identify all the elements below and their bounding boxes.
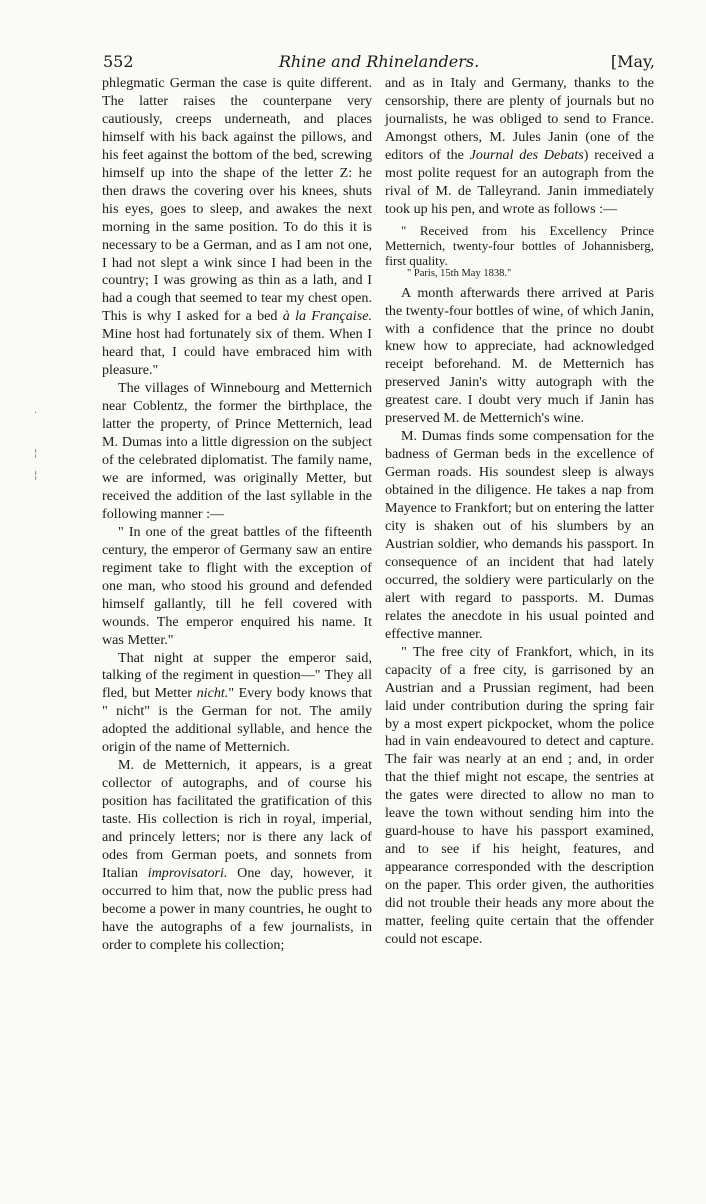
block-quote: " Received from his Excellency Prince Metternich, twenty-four bottles of Johannisberg, first quality. bbox=[385, 222, 654, 268]
paragraph bbox=[385, 75, 654, 219]
italic-text: Journal des Debats bbox=[469, 146, 584, 163]
quote-signature: " Paris, 15th May 1838." bbox=[407, 267, 512, 279]
paragraph bbox=[102, 757, 372, 954]
paragraph-text: and as in Italy and Germany, thanks to the censorship, there are plenty of journals but no journalists, he was obliged to send to France. Amongst others, M. Jules Janin (one of the editors of the bbox=[385, 75, 654, 163]
margin-tick: ¦ bbox=[34, 470, 38, 481]
margin-tick: ¦ bbox=[34, 448, 38, 459]
paragraph: " In one of the great battles of the fifteenth century, the emperor of Germany saw an entire regiment take to flight with the exception of one man, who stood his ground and defended himself gallantly, till he fell covered with wounds. The emperor enquired his name. It was Metter." bbox=[102, 523, 372, 648]
header-month: [May, bbox=[610, 52, 655, 71]
margin-dot: · bbox=[34, 408, 38, 419]
paragraph-text: " Every body knows that " nicht" is the German for not. The amily adopted the additional syllable, and hence the origin of the name of Metternich. bbox=[102, 685, 372, 756]
paragraph: " The free city of Frankfort, which, in its capacity of a free city, is garrisoned by an Austrian and a Prussian regiment, had been laid under contribution during the spring fair by a most expert pickpocket, whom the police had in vain endeavoured to detect and capture. The fair was nearly at an end ; and, in order that the thief might not escape, the sentries at the gates were directed to allow no man to leave the town without sending him into the guard-house to have his passport examined, and to see if his height, features, and appearance corresponded with the description on the paper. This order given, the authorities did not trouble their heads any more about the matter, feeling quite certain that the offender could not escape. bbox=[385, 643, 654, 947]
paragraph-text: ) received a most polite request for an autograph from the rival of M. de Talleyrand. Janin immediately took up his pen, and wrote as follows :— bbox=[385, 146, 655, 217]
italic-text: nicht. bbox=[196, 685, 229, 702]
paragraph-text: Mine host had fortunately six of them. When I heard that, I could have embraced him with pleasure." bbox=[102, 326, 372, 379]
italic-text: à la Française. bbox=[282, 308, 372, 325]
page-number: 552 bbox=[103, 52, 134, 71]
running-header bbox=[103, 52, 655, 76]
paragraph-text: M. de Metternich, it appears, is a great collector of autographs, and of course his position has facilitated the gratification of this taste. His collection is rich in royal, imperial, and princely letters; nor is there any lack of odes from German poets, and sonnets from Italian bbox=[102, 757, 372, 881]
italic-text: improvisatori. bbox=[147, 864, 228, 881]
running-title: Rhine and Rhinelanders. bbox=[278, 52, 480, 71]
paragraph-text: One day, however, it occurred to him that, now the public press had become a power in many countries, he ought to have the autographs of a few journalists, in order to complete his collection; bbox=[102, 864, 372, 953]
paragraph: A month afterwards there arrived at Paris the twenty-four bottles of wine, of which Janin, with a confidence that the prince no doubt knew how to appreciate, had acknowledged receipt beforehand. M. de Metternich has preserved Janin's witty autograph with the greatest care. I doubt very much if Janin has preserved M. de Metternich's wine. bbox=[385, 284, 654, 427]
paragraph-text: That night at supper the emperor said, talking of the regiment in question—" They all fled, but Metter bbox=[102, 649, 372, 702]
right-column bbox=[385, 75, 654, 949]
paragraph: The villages of Winnebourg and Metternich near Coblentz, the former the birthplace, the latter the property, of Prince Metternich, lead M. Dumas into a little digression on the subject of the celebrated diplomatist. The family name, we are informed, was originally Metter, but received the addition of the last syllable in the following manner :— bbox=[102, 380, 372, 522]
paragraph: M. Dumas finds some compensation for the badness of German beds in the excellence of German roads. His soundest sleep is always obtained in the diligence. He takes a nap from Mayence to Frankfort; but on entering the latter city is shaken out of his slumbers by an Austrian soldier, who demands his passport. In consequence of an incident that had lately occurred, the soldiery were particularly on the alert with regard to passports. M. Dumas relates the anecdote in his usual pointed and effective manner. bbox=[385, 428, 654, 642]
left-column bbox=[102, 75, 372, 955]
paragraph bbox=[102, 650, 372, 758]
paragraph bbox=[102, 75, 372, 380]
paragraph-text: phlegmatic German the case is quite different. The latter raises the counterpane very cautiously, creeps underneath, and places himself with his back against the pillows, and his feet against the bottom of the bed, screwing himself up into the shape of the letter Z: he then draws the covering over his knees, shuts his eyes, goes to sleep, and awakes the next morning in the same position. To do this it is necessary to be a German, and as I am not one, I had not slept a wink since I had been in the country; I was growing as thin as a lath, and I had a cough that seemed to tear my chest open. This is why I asked for a bed bbox=[102, 75, 372, 325]
